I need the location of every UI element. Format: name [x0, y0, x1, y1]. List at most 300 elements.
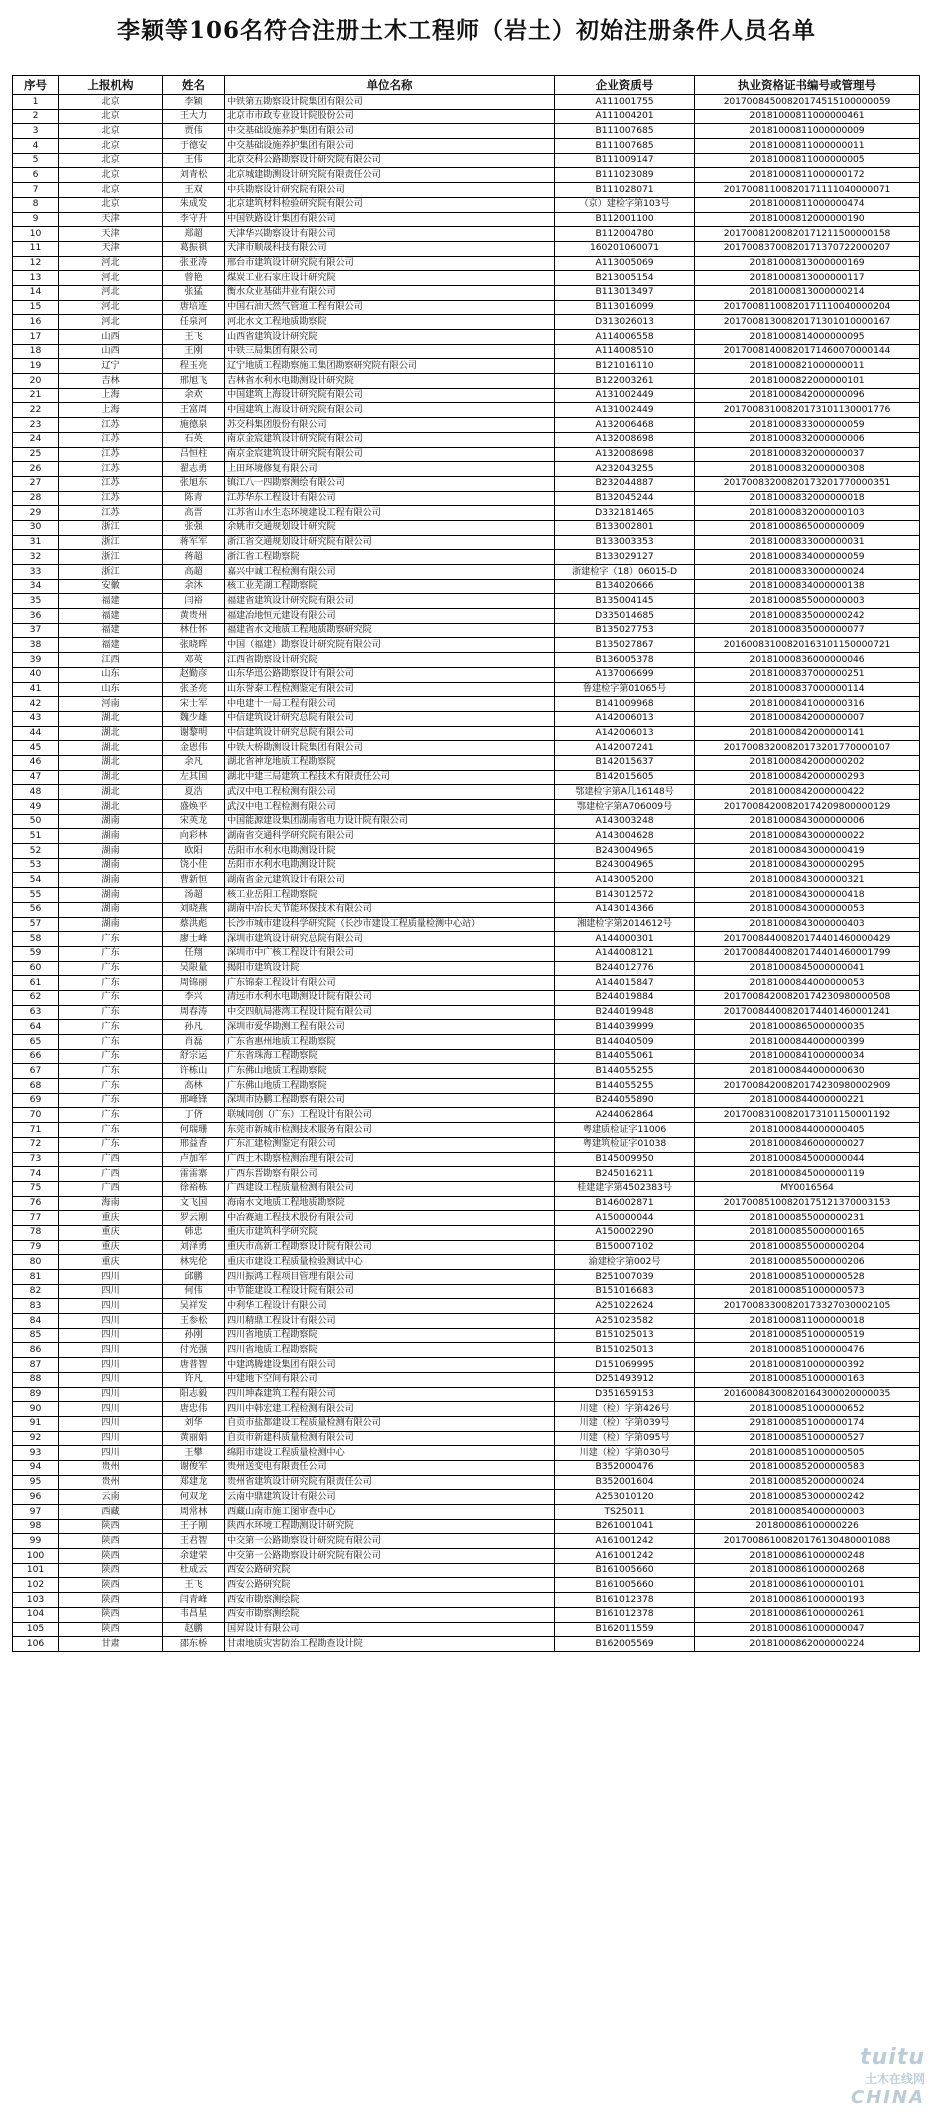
table-row: [13, 1372, 920, 1387]
cell-name: 高超: [163, 565, 225, 580]
table-row: [13, 1020, 920, 1035]
table-row: [13, 1416, 920, 1431]
table-row: [13, 1578, 920, 1593]
cell-name: 刘青松: [163, 168, 225, 183]
cell-agency: 陕西: [59, 1563, 163, 1578]
cell-name: 王子刚: [163, 1519, 225, 1534]
table-row: [13, 873, 920, 888]
table-row: [13, 594, 920, 609]
table-row: [13, 418, 920, 433]
header-qualification-no: 企业资质号: [555, 76, 695, 95]
cell-certificate: 20181000832000000006: [695, 432, 920, 447]
cell-qualification: B352001604: [555, 1475, 695, 1490]
cell-agency: 贵州: [59, 1460, 163, 1475]
cell-agency: 广东: [59, 1049, 163, 1064]
cell-index: 61: [13, 976, 59, 991]
cell-certificate: 20181000862000000224: [695, 1637, 920, 1652]
cell-agency: 西藏: [59, 1505, 163, 1520]
cell-index: 6: [13, 168, 59, 183]
cell-company: 广东汇建检测鉴定有限公司: [225, 1137, 555, 1152]
cell-index: 42: [13, 697, 59, 712]
cell-name: 林仕怀: [163, 623, 225, 638]
cell-company: 镇江八一四勘察测绘有限公司: [225, 476, 555, 491]
table-row: [13, 300, 920, 315]
cell-company: 余姚市交通规划设计研究院: [225, 520, 555, 535]
cell-index: 81: [13, 1270, 59, 1285]
cell-company: 江苏省山水生态环境建设工程有限公司: [225, 506, 555, 521]
cell-certificate: 29181000851000000174: [695, 1416, 920, 1431]
cell-certificate: 20181000811000000018: [695, 1314, 920, 1329]
cell-certificate: 20170084400820174401460001799: [695, 946, 920, 961]
cell-agency: 江苏: [59, 418, 163, 433]
table-row: [13, 888, 920, 903]
cell-name: 黄贵州: [163, 609, 225, 624]
cell-agency: 湖北: [59, 785, 163, 800]
cell-certificate: 20170081200820171211500000158: [695, 227, 920, 242]
table-row: [13, 139, 920, 154]
cell-qualification: B151016683: [555, 1284, 695, 1299]
cell-index: 105: [13, 1622, 59, 1637]
cell-certificate: 20170084200820174209800000129: [695, 800, 920, 815]
cell-qualification: A132008698: [555, 432, 695, 447]
cell-agency: 广东: [59, 932, 163, 947]
cell-index: 21: [13, 388, 59, 403]
cell-name: 王富周: [163, 403, 225, 418]
header-reporting-agency: 上报机构: [59, 76, 163, 95]
cell-agency: 福建: [59, 623, 163, 638]
cell-qualification: A143004628: [555, 829, 695, 844]
cell-name: 王飞: [163, 1578, 225, 1593]
cell-certificate: 20181000832000000037: [695, 447, 920, 462]
cell-company: 广东佛山地质工程勘察院: [225, 1079, 555, 1094]
cell-index: 101: [13, 1563, 59, 1578]
cell-agency: 北京: [59, 139, 163, 154]
cell-company: 武汉中电工程检测有限公司: [225, 800, 555, 815]
cell-name: 高林: [163, 1079, 225, 1094]
cell-qualification: A142006013: [555, 726, 695, 741]
cell-name: 蔡洪彪: [163, 917, 225, 932]
cell-name: 蒋军军: [163, 535, 225, 550]
cell-certificate: 20181000855000000165: [695, 1225, 920, 1240]
cell-company: 中信建筑设计研究总院有限公司: [225, 711, 555, 726]
cell-certificate: 20181000843000000053: [695, 902, 920, 917]
cell-certificate: 20181000843000000295: [695, 858, 920, 873]
table-row: [13, 1108, 920, 1123]
table-row: [13, 902, 920, 917]
cell-company: 中信建筑设计研究总院有限公司: [225, 726, 555, 741]
cell-name: 王飞: [163, 330, 225, 345]
table-row: [13, 1637, 920, 1652]
cell-company: 深圳市爱华勘测工程有限公司: [225, 1020, 555, 1035]
cell-agency: 广西: [59, 1152, 163, 1167]
table-row: [13, 726, 920, 741]
cell-agency: 四川: [59, 1416, 163, 1431]
cell-name: 谢黎明: [163, 726, 225, 741]
cell-qualification: B161012378: [555, 1593, 695, 1608]
cell-qualification: B134020666: [555, 579, 695, 594]
table-row: [13, 1240, 920, 1255]
cell-company: 广东锦泰工程设计有限公司: [225, 976, 555, 991]
table-row: [13, 932, 920, 947]
cell-qualification: B113016099: [555, 300, 695, 315]
cell-name: 周常林: [163, 1505, 225, 1520]
cell-qualification: 川建（检）字第426号: [555, 1402, 695, 1417]
cell-qualification: B251007039: [555, 1270, 695, 1285]
cell-company: 湖南省交通科学研究院有限公司: [225, 829, 555, 844]
watermark-line2: 土木在线网: [864, 2072, 925, 2086]
cell-qualification: D351659153: [555, 1387, 695, 1402]
cell-index: 69: [13, 1093, 59, 1108]
cell-index: 44: [13, 726, 59, 741]
table-row: [13, 1314, 920, 1329]
table-row: [13, 1387, 920, 1402]
cell-agency: 上海: [59, 388, 163, 403]
cell-name: 高晋: [163, 506, 225, 521]
cell-certificate: 20181000855000000003: [695, 594, 920, 609]
cell-company: 揭阳市建筑设计院: [225, 961, 555, 976]
cell-company: 云南中鼎建筑设计有限公司: [225, 1490, 555, 1505]
cell-agency: 广西: [59, 1181, 163, 1196]
cell-certificate: 20181000845000000119: [695, 1167, 920, 1182]
cell-certificate: 20181000853000000242: [695, 1490, 920, 1505]
table-row: [13, 1622, 920, 1637]
table-row: [13, 1490, 920, 1505]
cell-name: 文飞国: [163, 1196, 225, 1211]
cell-qualification: B145009950: [555, 1152, 695, 1167]
cell-name: 余凡: [163, 755, 225, 770]
table-row: [13, 124, 920, 139]
cell-certificate: 20181000835000000242: [695, 609, 920, 624]
cell-agency: 广东: [59, 946, 163, 961]
cell-agency: 陕西: [59, 1549, 163, 1564]
cell-certificate: 20181000811000000172: [695, 168, 920, 183]
cell-agency: 重庆: [59, 1255, 163, 1270]
cell-qualification: A161001242: [555, 1534, 695, 1549]
cell-company: 湖北中建三局建筑工程技术有限责任公司: [225, 770, 555, 785]
cell-name: 王参松: [163, 1314, 225, 1329]
cell-qualification: A142007241: [555, 741, 695, 756]
cell-company: 自贡市盐都建设工程质量检测有限公司: [225, 1416, 555, 1431]
cell-index: 92: [13, 1431, 59, 1446]
cell-agency: 湖南: [59, 917, 163, 932]
table-row: [13, 946, 920, 961]
cell-index: 100: [13, 1549, 59, 1564]
cell-name: 唐培连: [163, 300, 225, 315]
cell-company: 西安公路研究院: [225, 1563, 555, 1578]
cell-agency: 湖北: [59, 770, 163, 785]
cell-agency: 四川: [59, 1314, 163, 1329]
cell-agency: 北京: [59, 124, 163, 139]
cell-company: 嘉兴中诚工程检测有限公司: [225, 565, 555, 580]
cell-certificate: 20181000842000000202: [695, 755, 920, 770]
cell-name: 左其国: [163, 770, 225, 785]
cell-agency: 吉林: [59, 374, 163, 389]
cell-agency: 广东: [59, 1020, 163, 1035]
table-row: [13, 271, 920, 286]
cell-name: 孙凡: [163, 1020, 225, 1035]
table-row: [13, 961, 920, 976]
cell-name: 王攀: [163, 1446, 225, 1461]
cell-company: 四川省地质工程勘察院: [225, 1328, 555, 1343]
cell-index: 68: [13, 1079, 59, 1094]
table-row: [13, 711, 920, 726]
cell-company: 天津市顺晟科技有限公司: [225, 241, 555, 256]
cell-name: 何双龙: [163, 1490, 225, 1505]
cell-company: 武汉中电工程检测有限公司: [225, 785, 555, 800]
cell-certificate: 20181000851000000652: [695, 1402, 920, 1417]
cell-agency: 江苏: [59, 447, 163, 462]
cell-certificate: 20170084400820174401460001241: [695, 1005, 920, 1020]
table-row: [13, 447, 920, 462]
cell-qualification: 桂建建字第4502383号: [555, 1181, 695, 1196]
cell-index: 52: [13, 844, 59, 859]
cell-index: 35: [13, 594, 59, 609]
cell-company: 北京建筑材料检验研究院有限公司: [225, 197, 555, 212]
cell-qualification: B111007685: [555, 124, 695, 139]
cell-agency: 陕西: [59, 1622, 163, 1637]
cell-agency: 湖北: [59, 741, 163, 756]
cell-certificate: 20181000812000000190: [695, 212, 920, 227]
cell-name: 张旭东: [163, 476, 225, 491]
table-row: [13, 374, 920, 389]
table-row: [13, 241, 920, 256]
cell-index: 14: [13, 285, 59, 300]
cell-qualification: B352000476: [555, 1460, 695, 1475]
cell-certificate: 20181000832000000308: [695, 462, 920, 477]
table-row: [13, 212, 920, 227]
header-name: 姓名: [163, 76, 225, 95]
table-row: [13, 520, 920, 535]
cell-index: 64: [13, 1020, 59, 1035]
cell-agency: 广东: [59, 1093, 163, 1108]
cell-company: 四川精鼎工程设计有限公司: [225, 1314, 555, 1329]
cell-agency: 广东: [59, 1064, 163, 1079]
cell-qualification: B162005569: [555, 1637, 695, 1652]
cell-index: 99: [13, 1534, 59, 1549]
cell-index: 43: [13, 711, 59, 726]
cell-company: 江苏华东工程设计有限公司: [225, 491, 555, 506]
cell-qualification: B142015637: [555, 755, 695, 770]
cell-certificate: 20181000861000000248: [695, 1549, 920, 1564]
cell-company: 甘肃地质灾害防治工程勘查设计院: [225, 1637, 555, 1652]
cell-index: 4: [13, 139, 59, 154]
cell-company: 辽宁地质工程勘察施工集团勘察研究院有限公司: [225, 359, 555, 374]
cell-certificate: 20160083100820163101150000721: [695, 638, 920, 653]
cell-qualification: A111001755: [555, 95, 695, 110]
cell-certificate: 20170083200820173201770000351: [695, 476, 920, 491]
cell-name: 李兴: [163, 990, 225, 1005]
cell-certificate: 20181000811000000011: [695, 139, 920, 154]
cell-qualification: 160201060071: [555, 241, 695, 256]
cell-company: 海南水文地质工程地质勘察院: [225, 1196, 555, 1211]
cell-name: 闫青峰: [163, 1593, 225, 1608]
cell-qualification: B133029127: [555, 550, 695, 565]
cell-company: 中冶赛迪工程技术股份有限公司: [225, 1211, 555, 1226]
table-row: [13, 1284, 920, 1299]
cell-certificate: 20170081100820171110040000204: [695, 300, 920, 315]
cell-qualification: B111023089: [555, 168, 695, 183]
table-row: [13, 1255, 920, 1270]
cell-name: 何伟: [163, 1284, 225, 1299]
cell-certificate: 20181000851000000505: [695, 1446, 920, 1461]
cell-certificate: 20181000852000000024: [695, 1475, 920, 1490]
table-row: [13, 976, 920, 991]
cell-company: 中利华工程设计有限公司: [225, 1299, 555, 1314]
cell-name: 李守升: [163, 212, 225, 227]
cell-agency: 江西: [59, 653, 163, 668]
cell-certificate: 20170084500820174515100000059: [695, 95, 920, 110]
cell-company: 深圳市协鹏工程勘察有限公司: [225, 1093, 555, 1108]
cell-company: 四川中韩宏建工程检测有限公司: [225, 1402, 555, 1417]
cell-index: 67: [13, 1064, 59, 1079]
cell-name: 罗云刚: [163, 1211, 225, 1226]
cell-certificate: 20181000811000000474: [695, 197, 920, 212]
cell-agency: 广东: [59, 1137, 163, 1152]
cell-certificate: 20181000861000000047: [695, 1622, 920, 1637]
cell-index: 27: [13, 476, 59, 491]
cell-qualification: B244019948: [555, 1005, 695, 1020]
cell-name: 吴祥发: [163, 1299, 225, 1314]
personnel-table: [12, 75, 920, 1652]
cell-qualification: B244019884: [555, 990, 695, 1005]
cell-name: 饶小佳: [163, 858, 225, 873]
table-row: [13, 432, 920, 447]
cell-name: 夏浩: [163, 785, 225, 800]
cell-qualification: B136005378: [555, 653, 695, 668]
table-row: [13, 315, 920, 330]
table-row: [13, 844, 920, 859]
table-row: [13, 653, 920, 668]
cell-index: 22: [13, 403, 59, 418]
table-row: [13, 638, 920, 653]
cell-qualification: B144055061: [555, 1049, 695, 1064]
cell-index: 95: [13, 1475, 59, 1490]
cell-company: 西安公路研究院: [225, 1578, 555, 1593]
cell-agency: 重庆: [59, 1225, 163, 1240]
table-row: [13, 858, 920, 873]
cell-company: 西安市勘察测绘院: [225, 1607, 555, 1622]
cell-qualification: B232044887: [555, 476, 695, 491]
cell-certificate: 20181000822000000101: [695, 374, 920, 389]
table-row: [13, 565, 920, 580]
cell-certificate: 20181000842000000007: [695, 711, 920, 726]
cell-company: 岳阳市水利水电勘测设计院: [225, 844, 555, 859]
cell-index: 62: [13, 990, 59, 1005]
cell-company: 陕西水环境工程勘测设计研究院: [225, 1519, 555, 1534]
table-row: [13, 1505, 920, 1520]
cell-qualification: 粤建筑检证字01038: [555, 1137, 695, 1152]
cell-name: 赵勤彦: [163, 667, 225, 682]
cell-certificate: 20181000845000000041: [695, 961, 920, 976]
cell-name: 付光强: [163, 1343, 225, 1358]
cell-certificate: 20170083100820173101150001192: [695, 1108, 920, 1123]
cell-certificate: 20181000834000000059: [695, 550, 920, 565]
cell-qualification: A161001242: [555, 1549, 695, 1564]
cell-qualification: A111004201: [555, 109, 695, 124]
cell-name: 张晓晖: [163, 638, 225, 653]
cell-name: 雷雷寨: [163, 1167, 225, 1182]
cell-name: 唐忠伟: [163, 1402, 225, 1417]
cell-index: 38: [13, 638, 59, 653]
cell-name: 陈青: [163, 491, 225, 506]
cell-company: 西安市勘察测绘院: [225, 1593, 555, 1608]
cell-index: 34: [13, 579, 59, 594]
cell-company: 中建地下空间有限公司: [225, 1372, 555, 1387]
cell-certificate: 20170085100820175121370003153: [695, 1196, 920, 1211]
cell-certificate: 20170081300820171301010000167: [695, 315, 920, 330]
cell-agency: 浙江: [59, 565, 163, 580]
cell-index: 103: [13, 1593, 59, 1608]
cell-agency: 福建: [59, 594, 163, 609]
cell-agency: 陕西: [59, 1519, 163, 1534]
cell-index: 23: [13, 418, 59, 433]
cell-agency: 河北: [59, 271, 163, 286]
cell-company: 山东誉泰工程检测鉴定有限公司: [225, 682, 555, 697]
cell-company: 北京交科公路勘察设计研究院有限公司: [225, 153, 555, 168]
cell-name: 王君智: [163, 1534, 225, 1549]
cell-qualification: A143014366: [555, 902, 695, 917]
cell-agency: 四川: [59, 1387, 163, 1402]
cell-agency: 广东: [59, 1035, 163, 1050]
cell-qualification: 鄂建检字第A706009号: [555, 800, 695, 815]
cell-qualification: D313026013: [555, 315, 695, 330]
cell-company: 中交基础设施养护集团有限公司: [225, 124, 555, 139]
cell-index: 7: [13, 183, 59, 198]
cell-qualification: B243004965: [555, 858, 695, 873]
cell-name: 廖士峰: [163, 932, 225, 947]
cell-index: 8: [13, 197, 59, 212]
cell-qualification: A232043255: [555, 462, 695, 477]
cell-agency: 陕西: [59, 1607, 163, 1622]
cell-agency: 四川: [59, 1446, 163, 1461]
cell-index: 79: [13, 1240, 59, 1255]
page-title: 李颖等106名符合注册土木工程师（岩土）初始注册条件人员名单: [116, 17, 816, 44]
cell-company: 中电建十一局工程有限公司: [225, 697, 555, 712]
cell-company: 煤炭工业石家庄设计研究院: [225, 271, 555, 286]
cell-name: 贾伟: [163, 124, 225, 139]
cell-company: 吉林省水利水电勘测设计研究院: [225, 374, 555, 389]
cell-name: 邓英: [163, 653, 225, 668]
cell-company: 福建省水文地质工程地质勘察研究院: [225, 623, 555, 638]
table-row: [13, 1328, 920, 1343]
header-index: 序号: [13, 76, 59, 95]
table-row: [13, 1049, 920, 1064]
cell-company: 中国能源建设集团湖南省电力设计院有限公司: [225, 814, 555, 829]
cell-company: 中交第一公路勘察设计研究院有限公司: [225, 1549, 555, 1564]
cell-qualification: B143012572: [555, 888, 695, 903]
cell-agency: 河北: [59, 285, 163, 300]
cell-name: 韩忠: [163, 1225, 225, 1240]
table-row: [13, 550, 920, 565]
cell-certificate: 20181000851000000573: [695, 1284, 920, 1299]
table-row: [13, 1270, 920, 1285]
cell-agency: 江苏: [59, 476, 163, 491]
cell-qualification: B111009147: [555, 153, 695, 168]
cell-qualification: 川建（检）字第030号: [555, 1446, 695, 1461]
cell-qualification: B135027753: [555, 623, 695, 638]
cell-qualification: B111028071: [555, 183, 695, 198]
cell-agency: 重庆: [59, 1240, 163, 1255]
cell-company: 自贡市新建科质量检测有限公司: [225, 1431, 555, 1446]
table-row: [13, 755, 920, 770]
cell-index: 76: [13, 1196, 59, 1211]
table-row: [13, 1475, 920, 1490]
cell-index: 77: [13, 1211, 59, 1226]
cell-certificate: 20181000844000000630: [695, 1064, 920, 1079]
table-row: [13, 697, 920, 712]
cell-company: 中国建筑上海设计研究院有限公司: [225, 403, 555, 418]
cell-agency: 四川: [59, 1343, 163, 1358]
